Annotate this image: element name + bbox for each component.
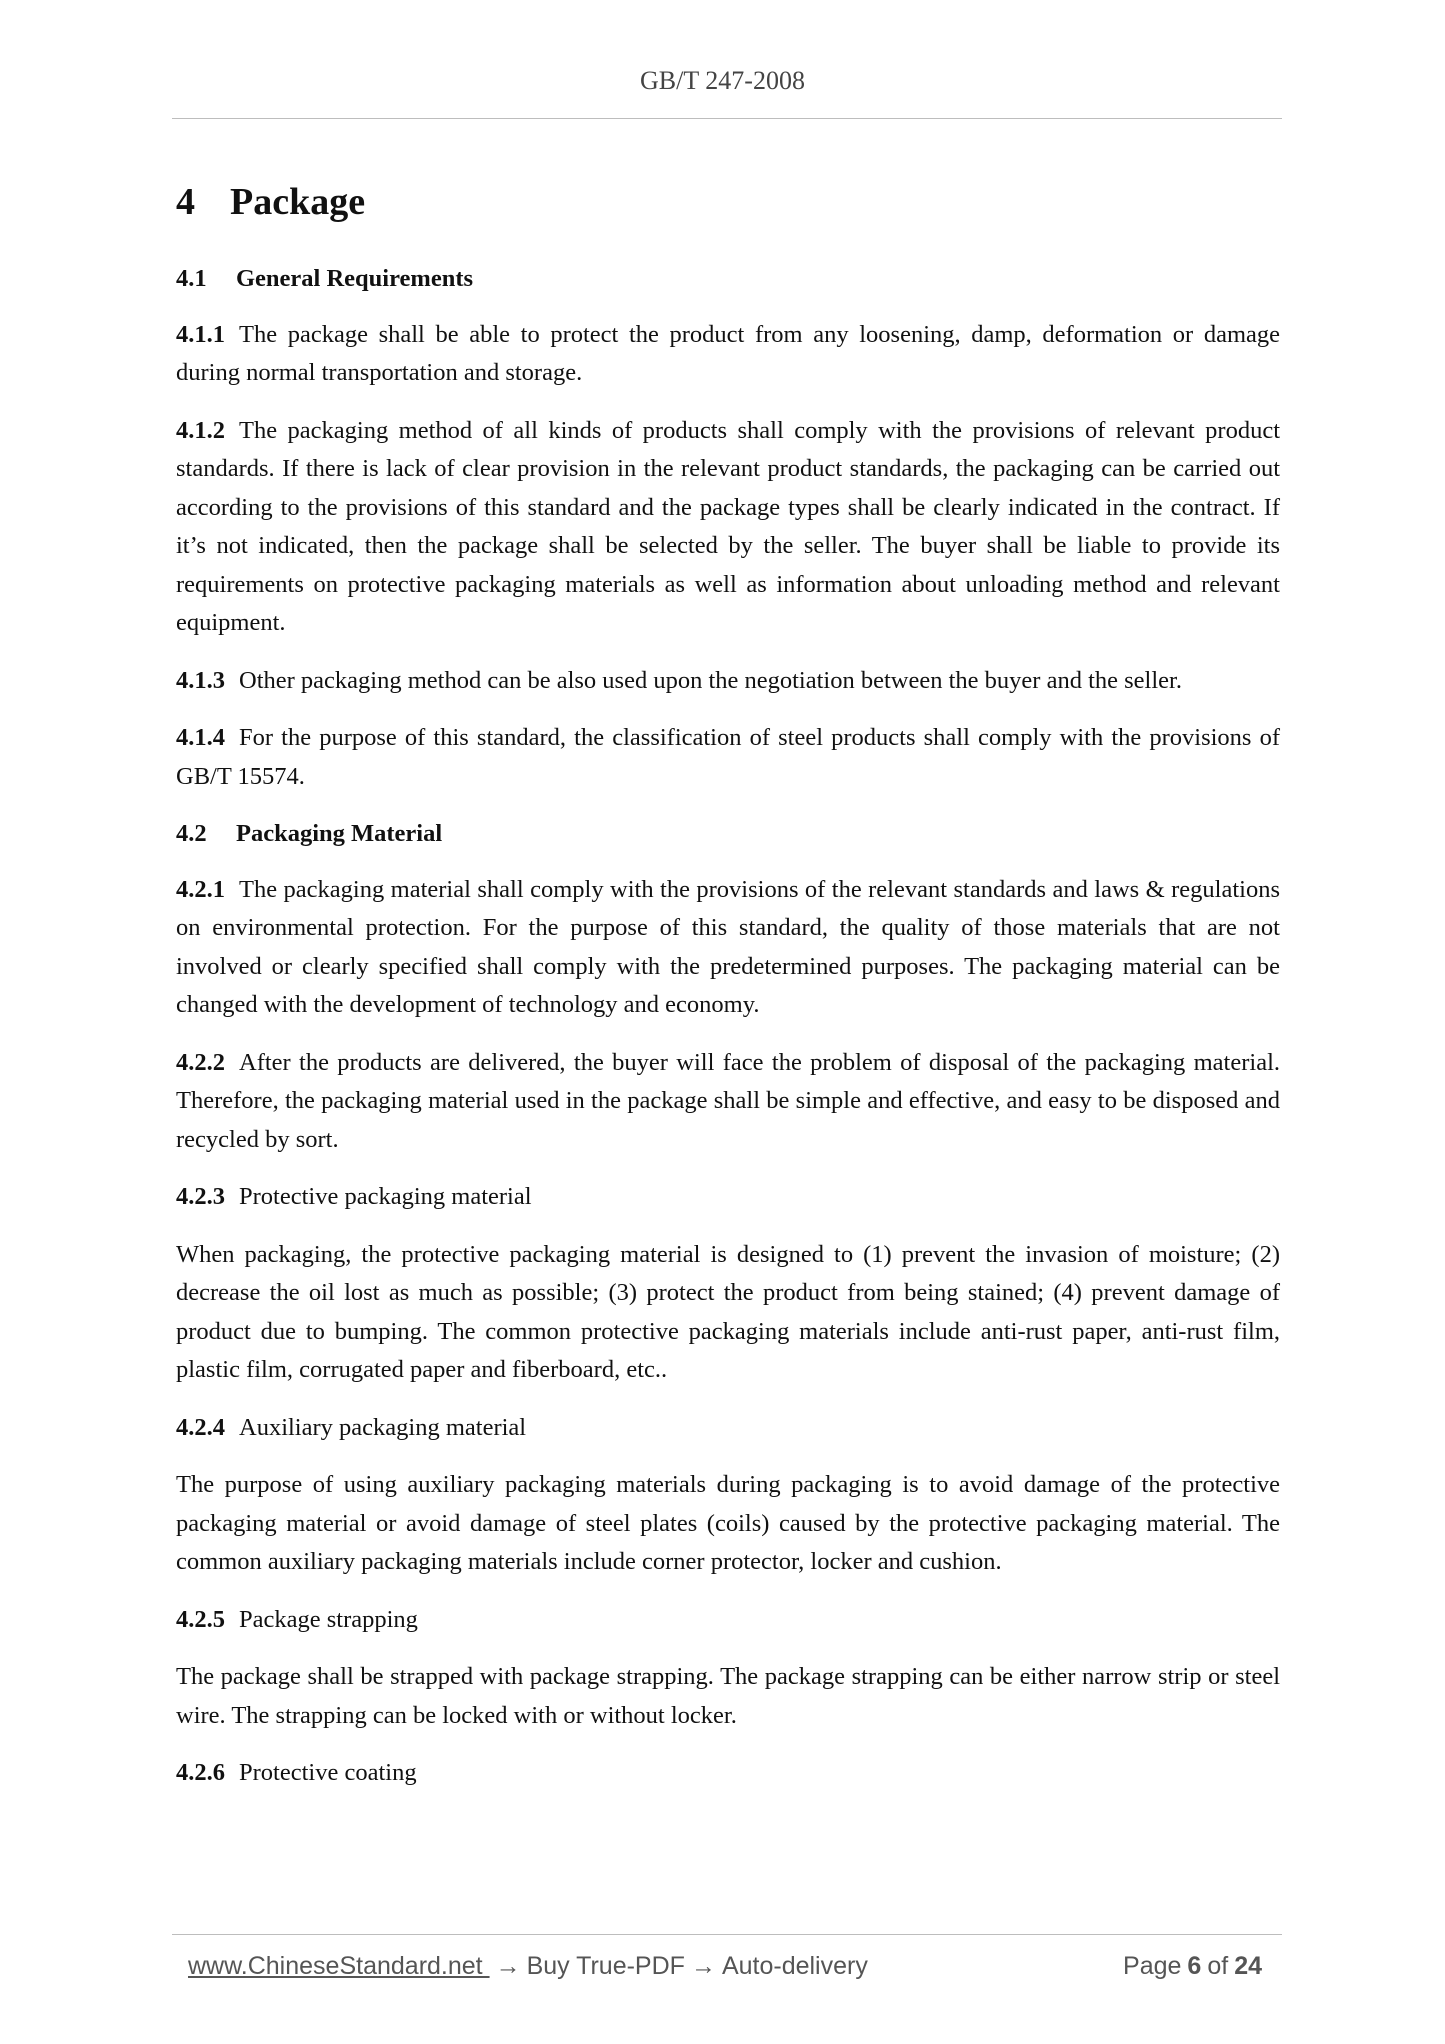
clause-4-2-1 [176,871,1280,1025]
header-divider [172,118,1282,119]
clause-4-2-6-heading [176,1754,1280,1793]
auto-delivery-text: Auto-delivery [721,1952,868,1980]
page-word: Page [1123,1952,1182,1980]
clause-4-2-3-text: When packaging, the protective packaging material is designed to (1) prevent the invasion of moisture; (2) decrease the oil lost as much as possible; (3) protect the product from being stained; (4) prevent damage of product due to bumping. The common protective packaging materials include anti-rust paper, anti-rust film, plastic film, corrugated paper and fiberboard, etc.. [176,1240,1280,1383]
clause-number: 4.1.4 [176,724,225,751]
clause-number: 4.2.3 [176,1183,225,1210]
of-word: of [1207,1952,1229,1980]
clause-text: After the products are delivered, the buyer will face the problem of disposal of the packaging material. Therefore, the packaging material used in the package shall be simple and effective, and easy to be disposed and recycled by sort. [176,1048,1280,1153]
subsection-title: General Requirements [236,265,474,292]
arrow-right-icon: → [495,1952,521,1980]
arrow-right-icon: → [690,1952,716,1980]
clause-text: Other packaging method can be also used upon the negotiation between the buyer and the seller. [239,666,1182,694]
clause-number: 4.2.6 [176,1759,225,1786]
clause-label: Auxiliary packaging material [239,1413,527,1441]
section-title: Package [230,181,366,223]
clause-4-1-1 [176,316,1280,393]
clause-text: For the purpose of this standard, the classification of steel products shall comply with the provisions of GB/T 15574. [176,724,1280,790]
website-link[interactable]: www.ChineseStandard.net [188,1952,490,1980]
clause-4-1-3 [176,662,1280,701]
clause-4-2-4-text: The purpose of using auxiliary packaging materials during packaging is to avoid damage of the protective packaging material or avoid damage of steel plates (coils) caused by the protective packaging material. The common auxiliary packaging materials include corner protector, locker and cushion. [176,1471,1280,1575]
clause-text: The packaging material shall comply with the provisions of the relevant standards and laws & regulations on environmental protection. For the purpose of this standard, the quality of those materials that are not involved or clearly specified shall comply with the predetermined purposes. The packaging material can be changed with the development of technology and economy. [176,875,1280,1018]
clause-text: The package shall be able to protect the product from any loosening, damp, deformation or damage during normal transportation and storage. [176,320,1280,386]
clause-4-1-4 [176,719,1280,796]
clause-4-2-5-text: The package shall be strapped with package strapping. The package strapping can be either narrow strip or steel wire. The strapping can be locked with or without locker. [176,1663,1280,1729]
clause-4-2-3-heading [176,1178,1280,1217]
footer-promo [188,1952,868,1981]
section-number: 4 [176,181,195,223]
clause-label: Protective coating [239,1759,417,1786]
running-header: GB/T 247-2008 [640,66,805,95]
clause-number: 4.1.3 [176,666,225,694]
clause-4-1-2 [176,412,1280,643]
clause-number: 4.1.1 [176,320,225,348]
subsection-number: 4.2 [176,820,207,847]
footer-divider [172,1934,1282,1935]
clause-number: 4.1.2 [176,416,225,444]
clause-number: 4.2.2 [176,1048,225,1076]
clause-label: Package strapping [239,1605,418,1633]
page-number: 6 [1187,1952,1202,1980]
clause-label: Protective packaging material [239,1183,532,1210]
subsection-title: Packaging Material [236,820,443,847]
document-body [176,180,1280,1812]
page-footer [188,1952,1268,1988]
subsection-number: 4.1 [176,265,207,292]
page-indicator [1123,1952,1268,1981]
clause-4-2-5-heading [176,1601,1280,1640]
clause-number: 4.2.1 [176,875,225,903]
subsection-heading-4-2 [176,815,1280,854]
clause-number: 4.2.5 [176,1605,225,1633]
section-heading [176,180,1280,224]
page-total: 24 [1234,1952,1262,1980]
buy-true-pdf-text: Buy True-PDF [526,1952,685,1980]
subsection-heading-4-1 [176,260,1280,299]
clause-4-2-4-heading [176,1409,1280,1448]
clause-4-2-2 [176,1044,1280,1160]
clause-text: The packaging method of all kinds of products shall comply with the provisions of relevant product standards. If there is lack of clear provision in the relevant product standards, the packaging can be carried out according to the provisions of this standard and the package types shall be clearly indicated in the contract. If it’s not indicated, then the package shall be selected by the seller. The buyer shall be liable to provide its requirements on protective packaging materials as well as information about unloading method and relevant equipment. [176,416,1280,636]
clause-number: 4.2.4 [176,1413,225,1441]
